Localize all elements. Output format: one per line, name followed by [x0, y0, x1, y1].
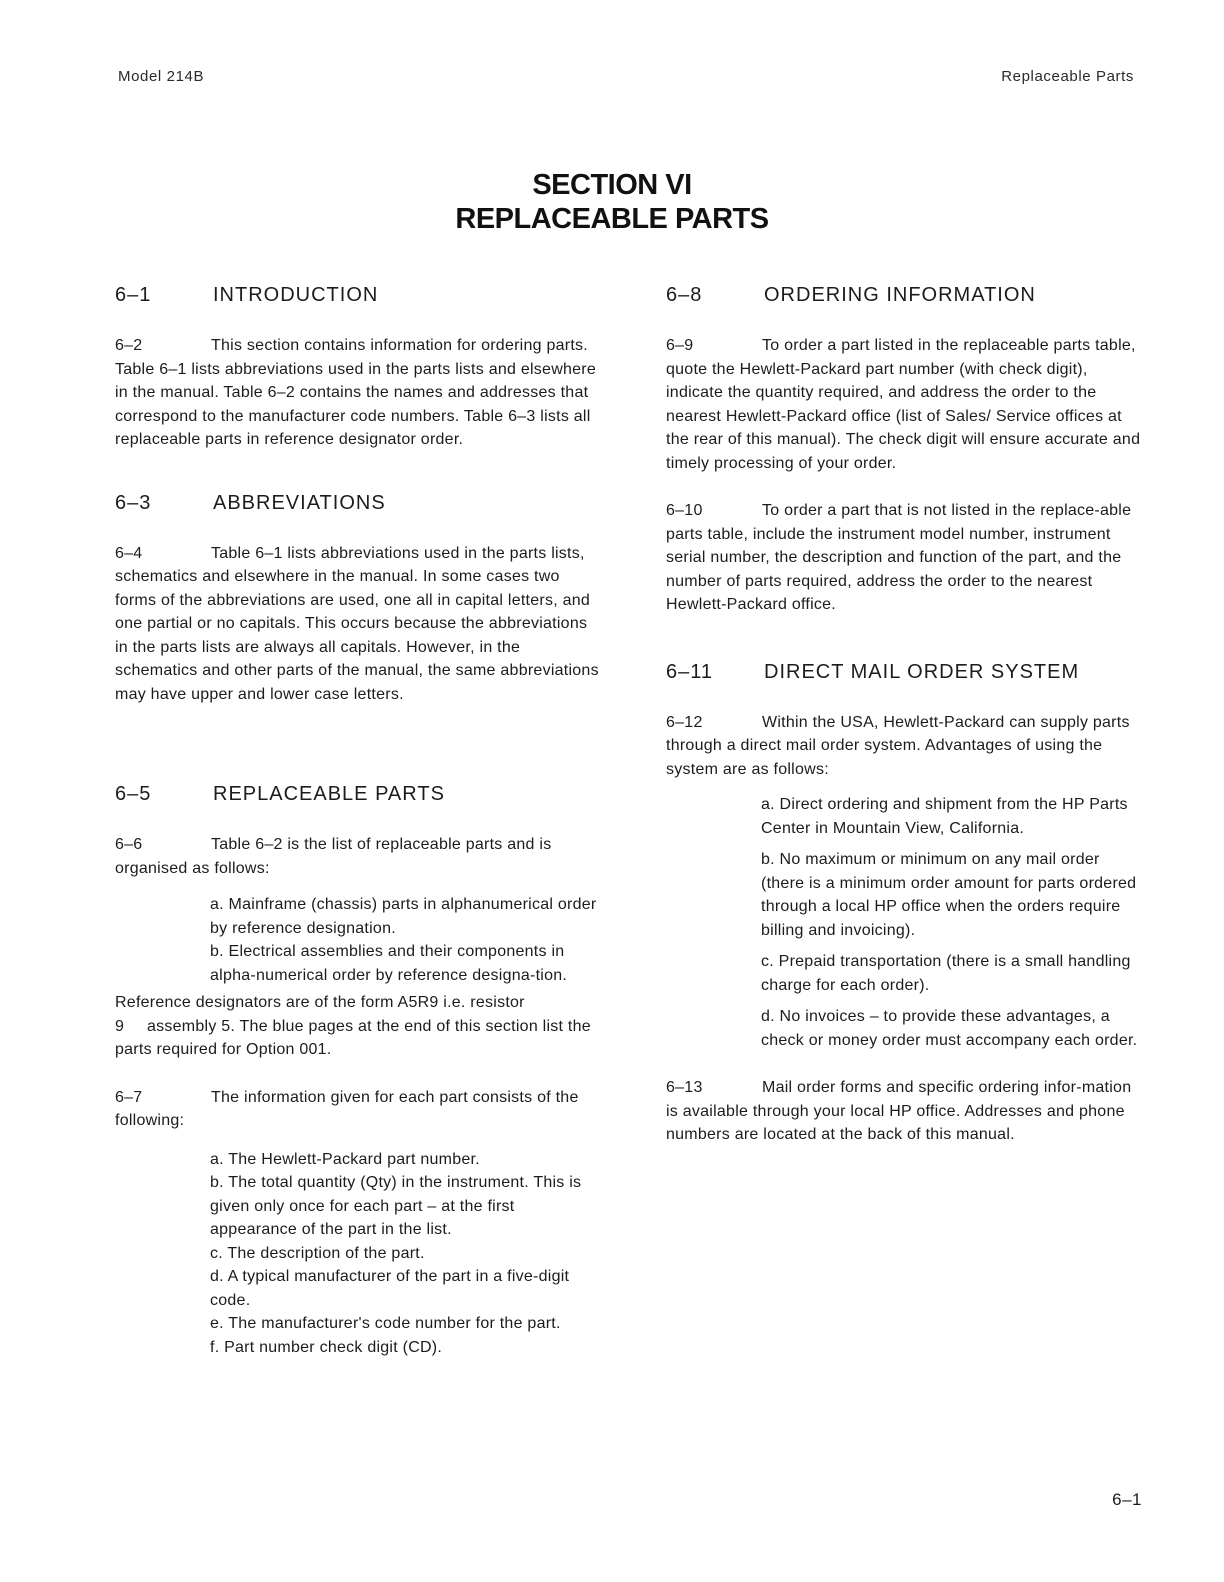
heading-abbreviations	[115, 488, 600, 518]
paragraph-number: 9	[115, 1017, 125, 1035]
paragraph-number: 6–13	[666, 1079, 703, 1096]
header-model: Model 214B	[118, 68, 205, 85]
paragraph-text: Table 6–2 is the list of replaceable parts and is organised as follows:	[115, 836, 552, 877]
section-title	[0, 168, 1224, 236]
paragraph-6-4	[115, 542, 600, 707]
list-item: d. No invoices – to provide these advantages, a check or money order must accompany each order.	[761, 1008, 1138, 1049]
paragraph-number: 6–2	[115, 337, 143, 354]
paragraph-text: The information given for each part consists of the following:	[115, 1088, 579, 1129]
heading-text: ORDERING INFORMATION	[764, 284, 1036, 306]
paragraph-text: assembly 5. The blue pages at the end of this section list the parts required for Option 001.	[115, 1017, 591, 1058]
heading-text: DIRECT MAIL ORDER SYSTEM	[764, 660, 1080, 683]
heading-introduction	[115, 280, 600, 310]
paragraph-6-2	[115, 334, 600, 452]
list-6-7	[115, 1148, 600, 1360]
header-section-name: Replaceable Parts	[1001, 68, 1134, 85]
heading-ordering-information	[666, 280, 1146, 310]
list-6-6	[115, 893, 600, 987]
list-item: a. The Hewlett-Packard part number.	[210, 1150, 480, 1168]
list-item: b. The total quantity (Qty) in the instrument. This is given only once for each part – at the first appearance of the part in the list.	[210, 1174, 582, 1238]
paragraph-6-7	[115, 1086, 600, 1133]
list-6-12	[666, 793, 1146, 1052]
section-title-line2: REPLACEABLE PARTS	[455, 203, 769, 235]
list-item: a. Direct ordering and shipment from the HP Parts Center in Mountain View, California.	[761, 796, 1128, 837]
section-title-line1: SECTION VI	[532, 169, 692, 201]
paragraph-6-10	[666, 499, 1146, 617]
heading-replaceable-parts	[115, 779, 600, 809]
paragraph-text: This section contains information for ordering parts. Table 6–1 lists abbreviations used in the parts lists and elsewhere in the manual. Table 6–2 contains the names and addresses that correspond to the manufacturer code numbers. Table 6–3 lists all replaceable parts in reference designator order.	[115, 337, 597, 448]
paragraph-6-13	[666, 1076, 1146, 1147]
heading-number: 6–1	[115, 284, 152, 306]
paragraph-text: Reference designators are of the form A5R9 i.e. resistor	[115, 994, 525, 1011]
paragraph-number: 6–7	[115, 1088, 143, 1106]
heading-number: 6–3	[115, 491, 152, 514]
heading-number: 6–5	[115, 783, 152, 805]
paragraph-reference-designators	[115, 991, 600, 1062]
paragraph-text: Mail order forms and specific ordering infor-mation is available through your local HP office. Addresses and phone numbers are located at the back of this manual.	[666, 1079, 1132, 1143]
paragraph-text: Within the USA, Hewlett-Packard can supply parts through a direct mail order system. Advantages of using the system are as follows:	[666, 713, 1130, 778]
list-item: c. The description of the part.	[210, 1244, 425, 1262]
paragraph-number: 6–12	[666, 713, 703, 731]
paragraph-6-6	[115, 833, 600, 880]
list-item: d. A typical manufacturer of the part in a five-digit code.	[210, 1268, 570, 1309]
list-item: a. Mainframe (chassis) parts in alphanumerical order by reference designation.	[210, 896, 597, 937]
right-column	[666, 280, 1146, 1147]
heading-number: 6–11	[666, 660, 714, 683]
paragraph-number: 6–9	[666, 337, 694, 354]
heading-number: 6–8	[666, 284, 703, 306]
paragraph-number: 6–10	[666, 502, 703, 519]
heading-direct-mail-order-system	[666, 657, 1146, 687]
heading-text: REPLACEABLE PARTS	[213, 783, 445, 805]
page-number: 6–1	[1112, 1490, 1142, 1509]
left-column	[115, 280, 600, 1359]
list-item: b. No maximum or minimum on any mail order (there is a minimum order amount for parts ordered through a local HP office when the orders require billing and invoicing).	[761, 851, 1137, 939]
paragraph-number: 6–6	[115, 836, 143, 853]
list-item: f. Part number check digit (CD).	[210, 1338, 443, 1356]
list-item: b. Electrical assemblies and their components in alpha-numerical order by reference designa-tion.	[210, 943, 568, 984]
paragraph-number: 6–4	[115, 544, 143, 562]
paragraph-6-12	[666, 711, 1146, 782]
paragraph-text: To order a part that is not listed in the replace-able parts table, include the instrument model number, instrument serial number, the description and function of the part, and the number of parts required, address the order to the nearest Hewlett-Packard office.	[666, 502, 1132, 613]
heading-text: ABBREVIATIONS	[213, 491, 386, 514]
heading-text: INTRODUCTION	[213, 284, 379, 306]
list-item: e. The manufacturer's code number for the part.	[210, 1315, 561, 1332]
paragraph-text: To order a part listed in the replaceable parts table, quote the Hewlett-Packard part number (with check digit), indicate the quantity required, and address the order to the nearest Hewlett-Packard office (list of Sales/ Service offices at the rear of this manual). The check digit will ensure accurate and timely processing of your order.	[666, 337, 1141, 472]
paragraph-text: Table 6–1 lists abbreviations used in the parts lists, schematics and elsewhere in the manual. In some cases two forms of the abbreviations are used, one all in capital letters, and one partial or no capitals. This occurs because the abbreviations in the parts lists are always all capitals. However, in the schematics and other parts of the manual, the same abbreviations may have upper and lower case letters.	[115, 544, 599, 703]
paragraph-6-9	[666, 334, 1146, 475]
list-item: c. Prepaid transportation (there is a small handling charge for each order).	[761, 953, 1131, 994]
